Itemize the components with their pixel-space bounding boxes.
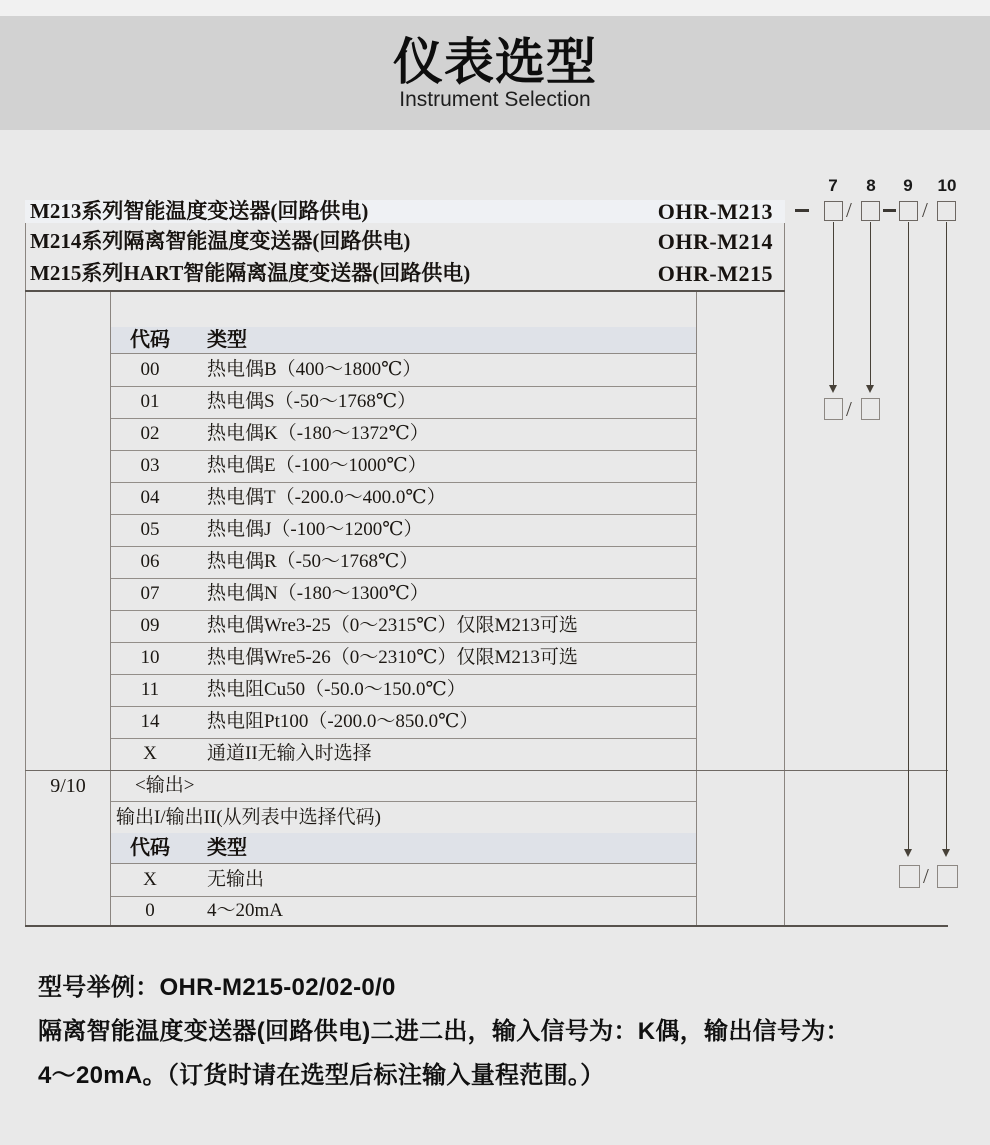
output-code-box-9 (899, 865, 920, 888)
cell-code: 06 (140, 551, 160, 572)
output-row-x (111, 864, 696, 897)
cell-type: 热电偶K（-180～1372℃） (207, 423, 429, 444)
input-row-05 (111, 514, 696, 547)
cell-code: 11 (140, 679, 160, 700)
slash-mark: / (922, 198, 928, 222)
output-section-title: <输出> (135, 775, 195, 796)
code-header: 代码 (130, 329, 170, 351)
input-row-01 (111, 386, 696, 419)
table-divider-right-column (696, 291, 697, 926)
product-name: M214系列隔离智能温度变送器(回路供电) (30, 229, 411, 253)
cell-code: 00 (140, 359, 160, 380)
cell-code: 09 (140, 615, 160, 636)
slash-mark: / (923, 864, 929, 888)
input-row-11 (111, 674, 696, 707)
product-model: OHR-M214 (657, 229, 773, 254)
input-row-02 (111, 418, 696, 451)
cell-code: 10 (140, 647, 160, 668)
table-border-left (25, 223, 26, 926)
input-row-06 (111, 546, 696, 579)
arrow-head-9 (904, 849, 912, 857)
arrow-head-8 (866, 385, 874, 393)
cell-code: 02 (140, 423, 160, 444)
cell-code: 04 (140, 487, 160, 508)
product-row-m213 (25, 200, 785, 223)
input-table-header (111, 327, 696, 354)
dash-mark (883, 209, 896, 212)
cell-type: 热电阻Pt100（-200.0～850.0℃） (207, 711, 479, 732)
example-description-line2: 4～20mA。（订货时请在选型后标注输入量程范围。） (38, 1062, 605, 1089)
output-row-0 (111, 897, 696, 925)
cell-type: 无输出 (207, 869, 265, 890)
output-section-subtitle-row (111, 802, 696, 833)
cell-type: 热电偶S（-50～1768℃） (207, 391, 417, 412)
position-number-9: 9 (903, 176, 913, 195)
product-name: M215系列HART智能隔离温度变送器(回路供电) (30, 261, 471, 285)
cell-type: 热电偶Wre3-25（0～2315℃）仅限M213可选 (207, 615, 578, 636)
input-row-10 (111, 642, 696, 675)
cell-type: 热电偶B（400～1800℃） (207, 359, 422, 380)
cell-code: 03 (140, 455, 160, 476)
cell-code: 0 (145, 900, 155, 921)
cell-type: 热电偶N（-180～1300℃） (207, 583, 429, 604)
arrow-line-8 (870, 222, 871, 385)
product-model: OHR-M213 (657, 199, 773, 224)
cell-code: X (143, 743, 157, 764)
product-name: M213系列智能温度变送器(回路供电) (30, 199, 369, 223)
position-number-8: 8 (866, 176, 876, 195)
position-number-10: 10 (937, 176, 957, 195)
cell-type: 热电偶E（-100～1000℃） (207, 455, 427, 476)
output-code-box-10 (937, 865, 958, 888)
code-box-10 (937, 201, 956, 221)
output-position-label: 9/10 (50, 775, 86, 797)
cell-code: X (143, 869, 157, 890)
page-title: 仪表选型 (393, 34, 597, 90)
type-header: 类型 (207, 329, 247, 351)
dash-mark (795, 209, 809, 212)
code-box-7 (824, 201, 843, 221)
product-model: OHR-M215 (657, 261, 773, 286)
cell-type: 热电偶Wre5-26（0～2310℃）仅限M213可选 (207, 647, 578, 668)
slash-mark: / (846, 397, 852, 421)
slash-mark: / (846, 198, 852, 222)
page-subtitle: Instrument Selection (399, 88, 591, 111)
table-border-bottom (25, 925, 948, 927)
input-row-04 (111, 482, 696, 515)
header-band (0, 16, 990, 130)
cell-type: 热电阻Cu50（-50.0～150.0℃） (207, 679, 466, 700)
cell-type: 通道II无输入时选择 (207, 743, 372, 764)
cell-code: 05 (140, 519, 160, 540)
arrow-line-9 (908, 222, 909, 849)
input-row-07 (111, 578, 696, 611)
table-border-top (25, 290, 785, 292)
top-strip (0, 0, 990, 16)
code-box-8 (861, 201, 880, 221)
arrow-line-10 (946, 222, 947, 849)
product-row-m214 (25, 226, 785, 257)
code-header: 代码 (130, 837, 170, 859)
cell-code: 07 (140, 583, 160, 604)
cell-code: 01 (140, 391, 160, 412)
arrow-line-7 (833, 222, 834, 385)
input-row-09 (111, 610, 696, 643)
example-description-line1: 隔离智能温度变送器(回路供电)二进二出，输入信号为：K偶，输出信号为： (38, 1018, 850, 1045)
position-number-7: 7 (828, 176, 838, 195)
input-row-03 (111, 450, 696, 483)
output-section-subtitle: 输出I/输出II(从列表中选择代码) (116, 807, 381, 828)
arrow-head-7 (829, 385, 837, 393)
output-section-title-row (111, 771, 696, 802)
cell-type: 热电偶T（-200.0～400.0℃） (207, 487, 446, 508)
type-header: 类型 (207, 837, 247, 859)
product-row-m215 (25, 257, 785, 290)
cell-type: 热电偶J（-100～1200℃） (207, 519, 423, 540)
arrow-head-10 (942, 849, 950, 857)
input-row-x (111, 738, 696, 770)
input-code-box-7 (824, 398, 843, 420)
input-row-14 (111, 706, 696, 739)
cell-code: 14 (140, 711, 160, 732)
example-model-line: 型号举例：OHR-M215-02/02-0/0 (38, 974, 396, 1001)
table-border-right (784, 223, 785, 926)
code-box-9 (899, 201, 918, 221)
cell-type: 4～20mA (207, 900, 284, 921)
input-code-box-8 (861, 398, 880, 420)
input-row-00 (111, 354, 696, 387)
output-table-header (111, 833, 696, 864)
cell-type: 热电偶R（-50～1768℃） (207, 551, 419, 572)
